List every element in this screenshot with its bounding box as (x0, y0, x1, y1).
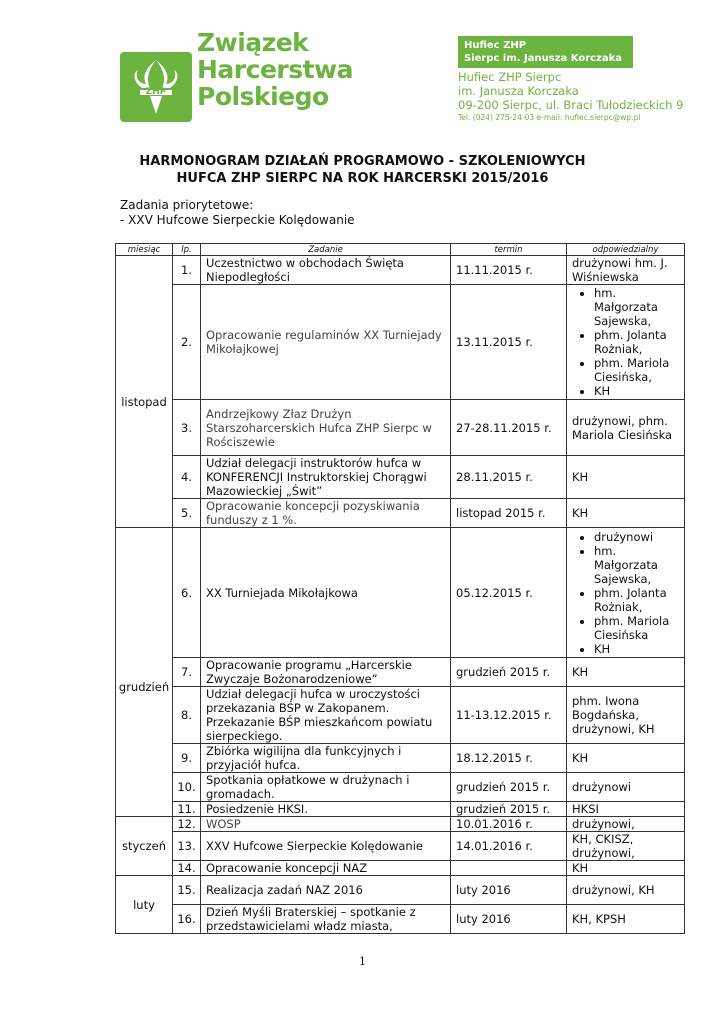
lp-cell: 2. (173, 285, 201, 400)
task-cell: Udział delegacji hufca w uroczystości przekazania BŚP w Zakopanem. Przekazanie BŚP mieszkańcom powiatu sierpeckiego. (201, 687, 451, 744)
list-item: • phm. Mariola Ciesińska (594, 614, 679, 642)
list-item: • phm. Mariola Ciesińska, (594, 356, 679, 384)
responsible-cell: HKSI (567, 802, 685, 817)
date-cell: 18.12.2015 r. (451, 744, 567, 773)
table-row (116, 876, 685, 905)
date-cell: 11.11.2015 r. (451, 256, 567, 285)
task-cell: Uczestnictwo w obchodach Święta Niepodległości (201, 256, 451, 285)
task-cell: Posiedzenie HKSI. (201, 802, 451, 817)
task-cell: XX Turniejada Mikołajkowa (201, 528, 451, 658)
date-cell: 27-28.11.2015 r. (451, 400, 567, 456)
header-task: Zadanie (201, 244, 451, 256)
responsible-list (572, 286, 679, 398)
table-row (116, 802, 685, 817)
date-cell: grudzień 2015 r. (451, 802, 567, 817)
priority-item: - XXV Hufcowe Sierpeckie Kolędowanie (120, 213, 355, 227)
banner-line-2: Sierpc im. Janusza Korczaka (464, 53, 623, 64)
table-header-row (116, 244, 685, 256)
task-cell: Udział delegacji instruktorów hufca w KONFERENCJI Instruktorskiej Chorągwi Mazowieckiej „Świt” (201, 456, 451, 499)
task-cell: Opracowanie koncepcji pozyskiwania funduszy z 1 %. (201, 499, 451, 528)
header-month: miesiąc (116, 244, 173, 256)
banner-line-1: Hufiec ZHP (464, 40, 527, 51)
lp-cell: 16. (173, 905, 201, 934)
lp-cell: 10. (173, 773, 201, 802)
task-cell: WOSP (201, 817, 451, 832)
table-row (116, 773, 685, 802)
responsible-cell: KH (567, 658, 685, 687)
table-row (116, 744, 685, 773)
responsible-cell: phm. Iwona Bogdańska, drużynowi, KH (567, 687, 685, 744)
table-row (116, 285, 685, 400)
table-row (116, 817, 685, 832)
logo-line-2: Harcerstwa (197, 55, 354, 84)
address-line-2: im. Janusza Korczaka (458, 84, 579, 98)
task-cell: Realizacja zadań NAZ 2016 (201, 876, 451, 905)
date-cell: 13.11.2015 r. (451, 285, 567, 400)
list-item: • drużynowi (594, 530, 679, 544)
responsible-cell: drużynowi, KH (567, 876, 685, 905)
table-row (116, 832, 685, 861)
hufiec-address (458, 70, 684, 124)
table-row (116, 687, 685, 744)
lp-cell: 4. (173, 456, 201, 499)
table-row (116, 456, 685, 499)
lp-cell: 11. (173, 802, 201, 817)
table-row (116, 861, 685, 876)
lp-cell: 3. (173, 400, 201, 456)
document-title (0, 153, 725, 187)
month-cell: grudzień (116, 528, 173, 817)
task-cell: XXV Hufcowe Sierpeckie Kolędowanie (201, 832, 451, 861)
task-cell: Opracowanie koncepcji NAZ (201, 861, 451, 876)
date-cell: 14.01.2016 r. (451, 832, 567, 861)
task-cell: Zbiórka wigilijna dla funkcyjnych i przyjaciół hufca. (201, 744, 451, 773)
address-contact: Tel. (024) 275-24-03 e-mail: hufiec.sierpc@wp.pl (458, 113, 641, 122)
date-cell: 10.01.2016 r. (451, 817, 567, 832)
lp-cell: 12. (173, 817, 201, 832)
lp-cell: 5. (173, 499, 201, 528)
priority-label: Zadania priorytetowe: (120, 198, 254, 212)
table-row (116, 499, 685, 528)
list-item: • phm. Jolanta Rożniak, (594, 586, 679, 614)
date-cell: 11-13.12.2015 r. (451, 687, 567, 744)
responsible-cell: KH (567, 861, 685, 876)
priority-tasks (120, 198, 355, 228)
list-item: • hm. Małgorzata Sajewska, (594, 544, 679, 586)
table-row (116, 528, 685, 658)
table-row (116, 256, 685, 285)
address-line-1: Hufiec ZHP Sierpc (458, 70, 562, 84)
task-cell: Spotkania opłatkowe w drużynach i gromadach. (201, 773, 451, 802)
responsible-cell: drużynowi, (567, 817, 685, 832)
responsible-cell: KH (567, 744, 685, 773)
date-cell: listopad 2015 r. (451, 499, 567, 528)
zhp-lily-icon (120, 30, 194, 124)
address-line-3: 09-200 Sierpc, ul. Braci Tułodzieckich 9 (458, 98, 684, 112)
month-cell: luty (116, 876, 173, 934)
list-item: • phm. Jolanta Rożniak, (594, 328, 679, 356)
title-line-2: HUFCA ZHP SIERPC NA ROK HARCERSKI 2015/2016 (176, 171, 549, 186)
task-cell: Opracowanie programu „Harcerskie Zwyczaje Bożonarodzeniowe” (201, 658, 451, 687)
responsible-cell: drużynowi hm. J. Wiśniewska (567, 256, 685, 285)
responsible-cell: KH, CKISZ, drużynowi, (567, 832, 685, 861)
lp-cell: 15. (173, 876, 201, 905)
date-cell: grudzień 2015 r. (451, 773, 567, 802)
date-cell: luty 2016 (451, 876, 567, 905)
responsible-cell (567, 528, 685, 658)
page-number: 1 (359, 955, 366, 968)
hufiec-banner (458, 36, 633, 68)
list-item: • hm. Małgorzata Sajewska, (594, 286, 679, 328)
lp-cell: 9. (173, 744, 201, 773)
header-date: termin (451, 244, 567, 256)
lp-cell: 14. (173, 861, 201, 876)
title-line-1: HARMONOGRAM DZIAŁAŃ PROGRAMOWO - SZKOLENIOWYCH (139, 154, 586, 169)
table-row (116, 658, 685, 687)
table-row (116, 400, 685, 456)
task-cell: Dzień Myśli Braterskiej – spotkanie z przedstawicielami władz miasta, (201, 905, 451, 934)
logo-line-1: Związek (197, 28, 309, 57)
date-cell (451, 861, 567, 876)
logo-line-3: Polskiego (197, 82, 329, 111)
month-cell: listopad (116, 256, 173, 528)
responsible-cell: drużynowi (567, 773, 685, 802)
responsible-cell (567, 285, 685, 400)
logo-wordmark (197, 29, 353, 110)
lp-cell: 7. (173, 658, 201, 687)
header-responsible: odpowiedzialny (567, 244, 685, 256)
responsible-cell: KH, KPSH (567, 905, 685, 934)
responsible-cell: KH (567, 456, 685, 499)
lp-cell: 6. (173, 528, 201, 658)
responsible-cell: KH (567, 499, 685, 528)
task-cell: Andrzejkowy Złaz Drużyn Starszoharcerskich Hufca ZHP Sierpc w Rościszewie (201, 400, 451, 456)
lp-cell: 1. (173, 256, 201, 285)
table-row (116, 905, 685, 934)
lp-cell: 13. (173, 832, 201, 861)
responsible-list (572, 530, 679, 656)
date-cell: 28.11.2015 r. (451, 456, 567, 499)
month-cell: styczeń (116, 817, 173, 876)
task-cell: Opracowanie regulaminów XX Turniejady Mikołajkowej (201, 285, 451, 400)
schedule-table (115, 243, 685, 934)
responsible-cell: drużynowi, phm. Mariola Ciesińska (567, 400, 685, 456)
date-cell: luty 2016 (451, 905, 567, 934)
svg-text:ZHP: ZHP (145, 87, 167, 97)
date-cell: grudzień 2015 r. (451, 658, 567, 687)
lp-cell: 8. (173, 687, 201, 744)
list-item: • KH (594, 642, 679, 656)
date-cell: 05.12.2015 r. (451, 528, 567, 658)
header-lp: lp. (173, 244, 201, 256)
list-item: • KH (594, 384, 679, 398)
